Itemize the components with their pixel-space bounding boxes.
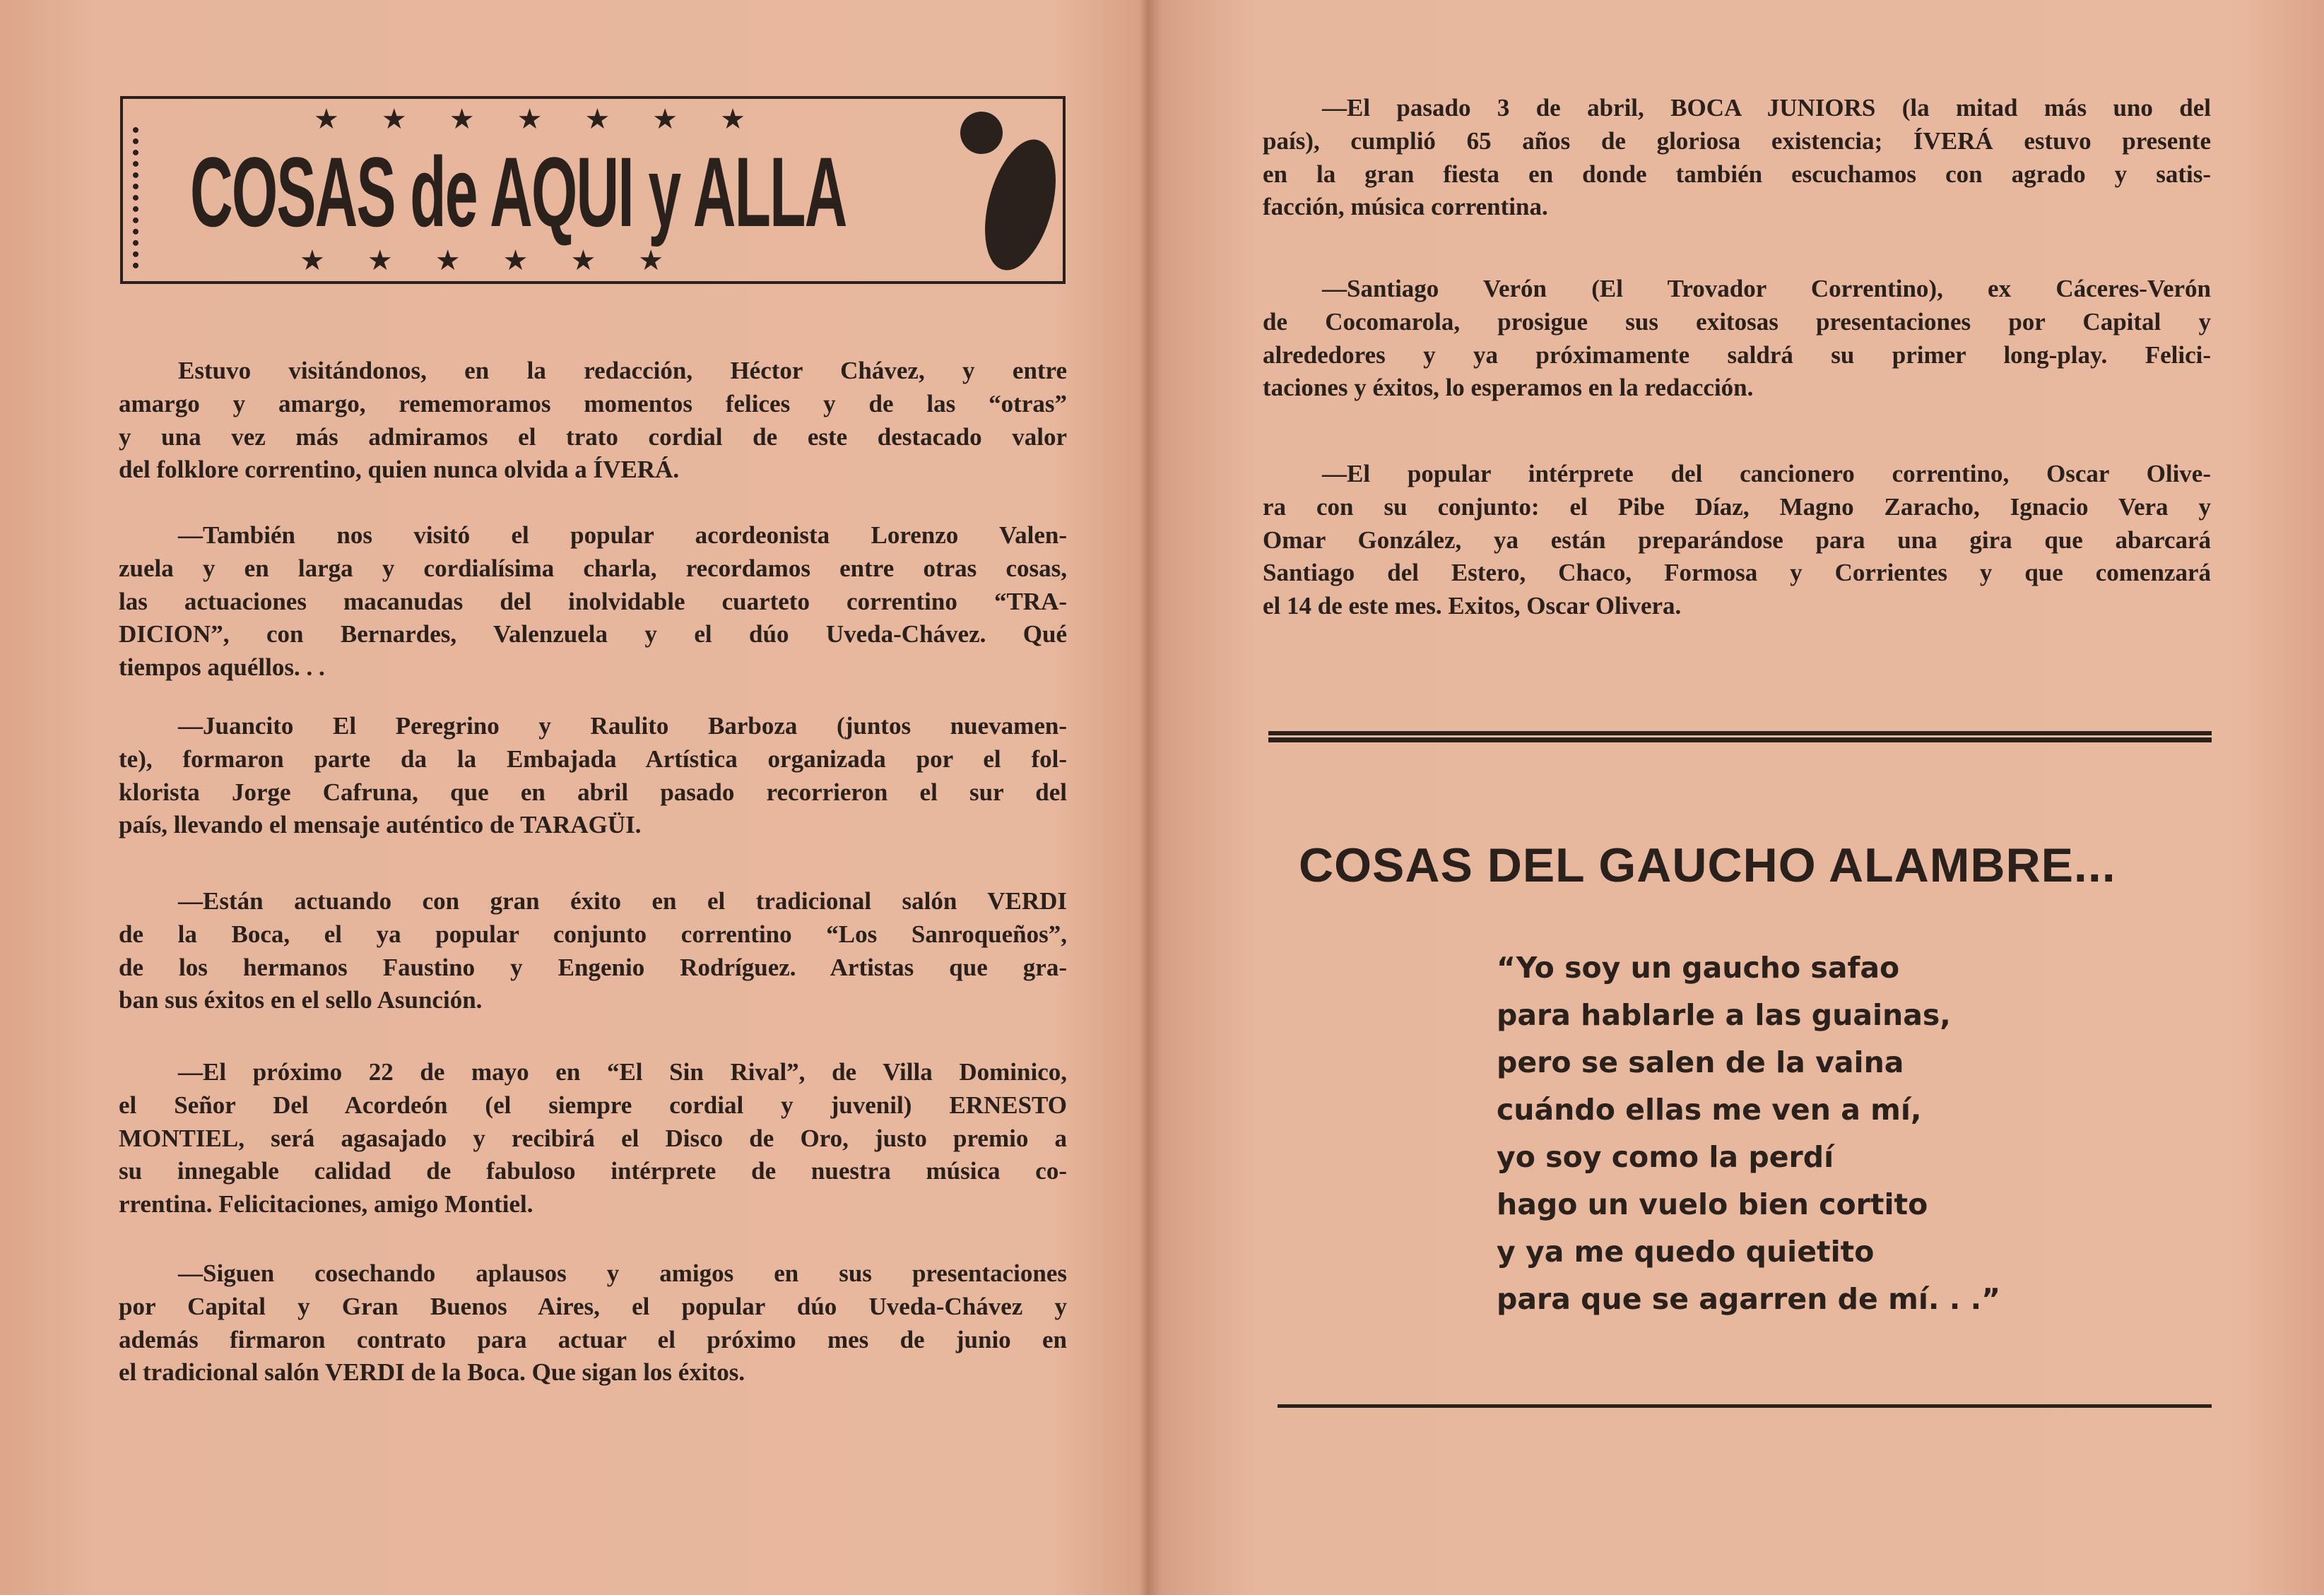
- paragraph-line: —El pasado 3 de abril, BOCA JUNIORS (la mitad más uno del: [1322, 94, 2211, 121]
- paragraph-line: su innegable calidad de fabuloso intérprete de nuestra música co-: [119, 1157, 1067, 1185]
- paragraph-line: tiempos aquéllos. . .: [119, 653, 325, 682]
- record-disc-icon: [960, 112, 1003, 154]
- poem-line: yo soy como la perdí: [1497, 1140, 1834, 1174]
- paragraph-line: —Están actuando con gran éxito en el tradicional salón VERDI: [178, 887, 1067, 915]
- paragraph-line: el tradicional salón VERDI de la Boca. Que sigan los éxitos.: [119, 1358, 745, 1387]
- paragraph-line: Santiago del Estero, Chaco, Formosa y Corrientes y que comenzará: [1263, 559, 2211, 587]
- paragraph-line: país), cumplió 65 años de gloriosa existencia; ÍVERÁ estuvo presente: [1263, 126, 2211, 155]
- paragraph-line: te), formaron parte da la Embajada Artística organizada por el fol-: [119, 745, 1067, 773]
- paragraph-line: klorista Jorge Cafruna, que en abril pasado recorrieron el sur del: [119, 778, 1067, 806]
- news-paragraph: [119, 355, 1067, 487]
- paragraph-line: las actuaciones macanudas del inolvidable cuarteto correntino “TRA-: [119, 587, 1067, 615]
- poem-line: pero se salen de la vaina: [1497, 1045, 1904, 1079]
- paragraph-line: facción, música correntina.: [1263, 193, 1548, 221]
- news-paragraph: [119, 1257, 1067, 1389]
- paragraph-line: de los hermanos Faustino y Engenio Rodríguez. Artistas que gra-: [119, 953, 1067, 981]
- banner-title: COSAS de AQUI y ALLA: [190, 136, 847, 247]
- poem: [1497, 944, 2000, 1323]
- paragraph-line: taciones y éxitos, lo esperamos en la redacción.: [1263, 374, 1754, 402]
- paragraph-line: —El próximo 22 de mayo en “El Sin Rival”, de Villa Dominico,: [178, 1058, 1067, 1086]
- paragraph-line: el Señor Del Acordeón (el siempre cordial y juvenil) ERNESTO: [119, 1091, 1067, 1119]
- poem-line: para que se agarren de mí. . .”: [1497, 1282, 2001, 1316]
- paragraph-line: Estuvo visitándonos, en la redacción, Héctor Chávez, y entre: [178, 357, 1067, 384]
- paragraph-line: por Capital y Gran Buenos Aires, el popular dúo Uveda-Chávez y: [119, 1292, 1067, 1320]
- paragraph-line: zuela y en larga y cordialísima charla, recordamos entre otras cosas,: [119, 554, 1067, 582]
- cosas-de-aqui-y-alla-banner: [120, 96, 1066, 284]
- news-paragraph: [1263, 92, 2211, 224]
- paragraph-line: —También nos visitó el popular acordeonista Lorenzo Valen-: [178, 521, 1067, 549]
- double-rule-divider: [1268, 731, 2212, 742]
- paragraph-line: MONTIEL, será agasajado y recibirá el Disco de Oro, justo premio a: [119, 1124, 1067, 1152]
- palm-tree-icon: [133, 127, 160, 268]
- paragraph-line: del folklore correntino, quien nunca olvida a ÍVERÁ.: [119, 456, 680, 484]
- news-paragraph: [119, 1056, 1067, 1221]
- paragraph-line: —El popular intérprete del cancionero correntino, Oscar Olive-: [1322, 460, 2211, 487]
- paragraph-line: —Siguen cosechando aplausos y amigos en sus presentaciones: [178, 1259, 1067, 1287]
- paragraph-line: rrentina. Felicitaciones, amigo Montiel.: [119, 1190, 533, 1219]
- news-paragraph: [1263, 273, 2211, 405]
- paragraph-line: y una vez más admiramos el trato cordial de este destacado valor: [119, 422, 1067, 451]
- paragraph-line: DICION”, con Bernardes, Valenzuela y el dúo Uveda-Chávez. Qué: [119, 620, 1067, 648]
- poem-line: hago un vuelo bien cortito: [1497, 1187, 1928, 1221]
- paragraph-line: amargo y amargo, rememoramos momentos felices y de las “otras”: [119, 389, 1067, 417]
- paragraph-line: ra con su conjunto: el Pibe Díaz, Magno Zaracho, Ignacio Vera y: [1263, 492, 2211, 521]
- paragraph-line: de la Boca, el ya popular conjunto correntino “Los Sanroqueños”,: [119, 920, 1067, 948]
- poem-line: y ya me quedo quietito: [1497, 1235, 1875, 1269]
- poem-line: para hablarle a las guainas,: [1497, 998, 1951, 1032]
- news-paragraph: [119, 519, 1067, 684]
- paragraph-line: ban sus éxitos en el sello Asunción.: [119, 986, 483, 1014]
- paragraph-line: en la gran fiesta en donde también escuchamos con agrado y satis-: [1263, 160, 2211, 188]
- paragraph-line: además firmaron contrato para actuar el próximo mes de junio en: [119, 1325, 1067, 1353]
- news-paragraph: [1263, 458, 2211, 623]
- news-paragraph: [119, 710, 1067, 842]
- gaucho-alambre-heading: COSAS DEL GAUCHO ALAMBRE...: [1299, 838, 2116, 892]
- poem-line: cuándo ellas me ven a mí,: [1497, 1093, 1922, 1127]
- paragraph-line: de Cocomarola, prosigue sus exitosas presentaciones por Capital y: [1263, 307, 2211, 336]
- stars-bottom: ★★★★★★: [300, 244, 707, 276]
- paragraph-line: —Juancito El Peregrino y Raulito Barboza (juntos nuevamen-: [178, 712, 1067, 740]
- bottom-rule: [1278, 1404, 2212, 1408]
- paragraph-line: el 14 de este mes. Exitos, Oscar Olivera.: [1263, 592, 1682, 620]
- poem-line: “Yo soy un gaucho safao: [1497, 951, 1900, 985]
- news-paragraph: [119, 885, 1067, 1017]
- paragraph-line: alrededores y ya próximamente saldrá su primer long-play. Felici-: [1263, 340, 2211, 369]
- stars-top: ★★★★★★★: [314, 103, 789, 135]
- paragraph-line: —Santiago Verón (El Trovador Correntino), ex Cáceres-Verón: [1322, 275, 2211, 302]
- paragraph-line: Omar González, ya están preparándose para una gira que abarcará: [1263, 526, 2211, 554]
- paragraph-line: país, llevando el mensaje auténtico de TARAGÜI.: [119, 811, 642, 839]
- record-disc-icon: [972, 132, 1068, 278]
